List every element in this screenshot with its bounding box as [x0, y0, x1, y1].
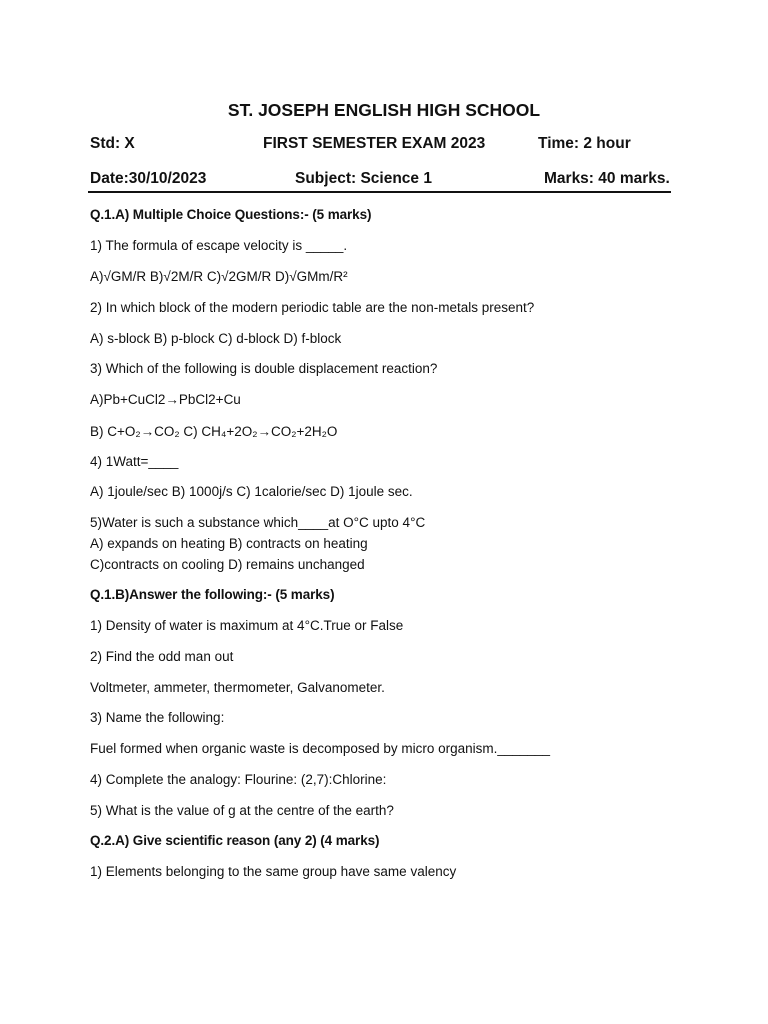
std-label: Std: X: [90, 135, 135, 152]
question-text: 3) Which of the following is double displacement reaction?: [90, 361, 438, 376]
time-label: Time: 2 hour: [538, 135, 631, 152]
question-text: 5)Water is such a substance which____at O°C upto 4°C: [90, 515, 426, 530]
question-options: A)√GM/R B)√2M/R C)√2GM/R D)√GMm/R²: [90, 269, 348, 284]
question-text: 2) Find the odd man out: [90, 649, 234, 664]
question-text: 3) Name the following:: [90, 710, 225, 725]
date-label: Date:30/10/2023: [90, 170, 207, 187]
section-heading-q1a: Q.1.A) Multiple Choice Questions:- (5 marks): [90, 207, 372, 222]
question-text: Fuel formed when organic waste is decomposed by micro organism._______: [90, 741, 550, 756]
question-text: 1) Density of water is maximum at 4°C.True or False: [90, 618, 404, 633]
question-text: 1) The formula of escape velocity is _____.: [90, 238, 348, 253]
question-text: 5) What is the value of g at the centre of the earth?: [90, 803, 394, 818]
question-text: 1) Elements belonging to the same group have same valency: [90, 864, 457, 879]
question-options: A)Pb+CuCl2→PbCl2+Cu: [90, 392, 241, 407]
header-divider: [88, 191, 671, 193]
exam-title: FIRST SEMESTER EXAM 2023: [263, 135, 486, 152]
question-options: A) s-block B) p-block C) d-block D) f-block: [90, 331, 342, 346]
marks-label: Marks: 40 marks.: [544, 170, 670, 187]
question-options: A) 1joule/sec B) 1000j/s C) 1calorie/sec D) 1joule sec.: [90, 484, 413, 499]
school-name: ST. JOSEPH ENGLISH HIGH SCHOOL: [227, 100, 541, 120]
question-options: A) expands on heating B) contracts on heating: [90, 536, 368, 551]
question-text: 4) Complete the analogy: Flourine: (2,7):Chlorine:: [90, 772, 387, 787]
section-heading-q2a: Q.2.A) Give scientific reason (any 2) (4 marks): [90, 833, 380, 848]
question-options: C)contracts on cooling D) remains unchanged: [90, 557, 365, 572]
question-items: Voltmeter, ammeter, thermometer, Galvanometer.: [90, 680, 385, 695]
subject-label: Subject: Science 1: [295, 170, 432, 187]
section-heading-q1b: Q.1.B)Answer the following:- (5 marks): [90, 587, 335, 602]
question-text: 2) In which block of the modern periodic table are the non-metals present?: [90, 300, 535, 315]
question-options: B) C+O₂→CO₂ C) CH₄+2O₂→CO₂+2H₂O: [90, 424, 338, 439]
question-text: 4) 1Watt=____: [90, 454, 179, 469]
